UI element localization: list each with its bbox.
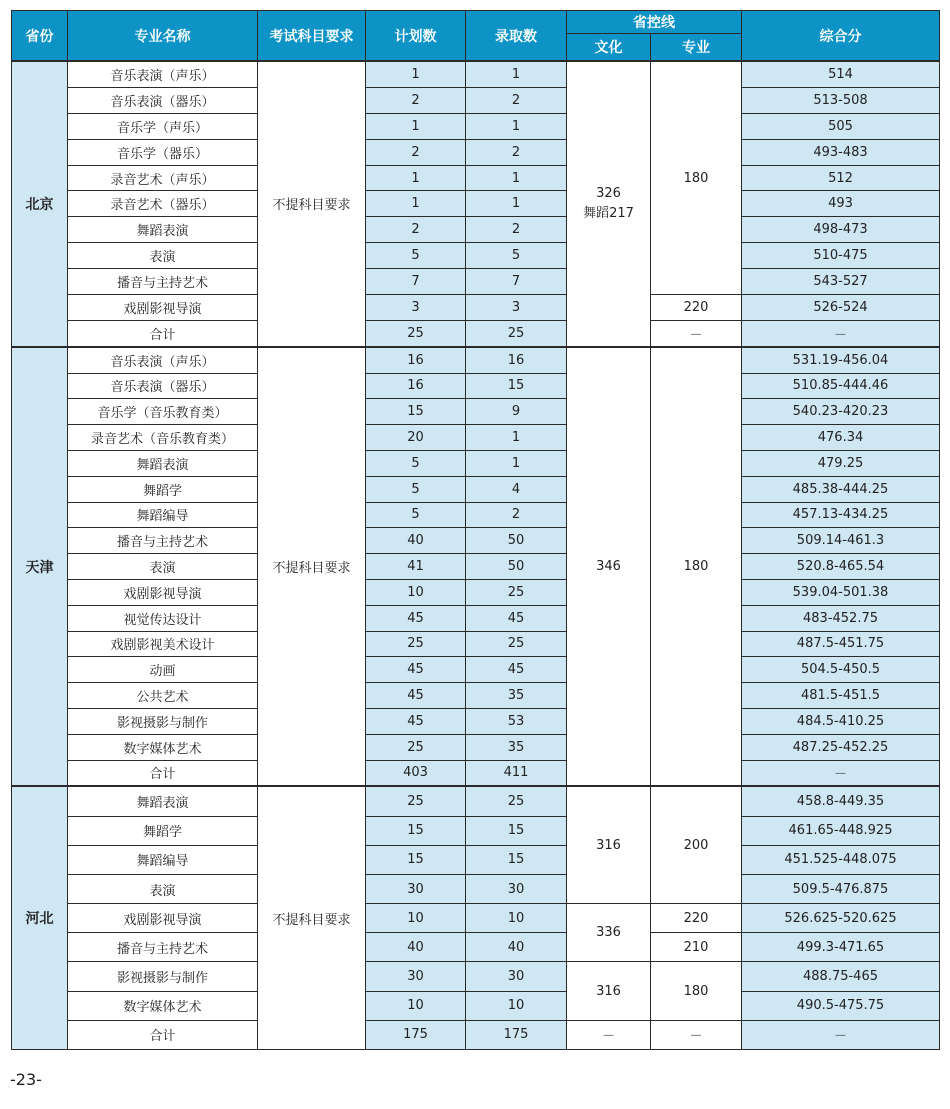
composite-score: 531.19-456.04 <box>742 347 940 373</box>
composite-score: 526-524 <box>742 295 940 321</box>
admit-count: 35 <box>466 734 567 760</box>
major-name: 合计 <box>68 760 258 786</box>
composite-score: 481.5-451.5 <box>742 683 940 709</box>
major-name: 舞蹈表演 <box>68 217 258 243</box>
admit-count: 2 <box>466 502 567 528</box>
admit-count: 9 <box>466 399 567 425</box>
table-row <box>12 191 940 217</box>
major-name: 视觉传达设计 <box>68 605 258 631</box>
major-name: 录音艺术（声乐） <box>68 165 258 191</box>
admit-count: 5 <box>466 243 567 269</box>
plan-count: 2 <box>366 217 466 243</box>
major-name: 音乐学（器乐） <box>68 139 258 165</box>
plan-count: 25 <box>366 631 466 657</box>
composite-score: 509.5-476.875 <box>742 874 940 903</box>
header-specialty: 专业 <box>651 34 742 62</box>
specialty-line-cell: － <box>651 320 742 346</box>
composite-score: 487.25-452.25 <box>742 734 940 760</box>
plan-count: 40 <box>366 528 466 554</box>
composite-score: 539.04-501.38 <box>742 579 940 605</box>
major-name: 音乐表演（声乐） <box>68 347 258 373</box>
plan-count: 3 <box>366 295 466 321</box>
table-row <box>12 269 940 295</box>
admit-count: 1 <box>466 191 567 217</box>
plan-count: 20 <box>366 425 466 451</box>
admit-count: 7 <box>466 269 567 295</box>
admit-count: 30 <box>466 962 567 991</box>
admit-count: 35 <box>466 683 567 709</box>
culture-line-cell: 316 <box>567 786 651 903</box>
page-number: -23- <box>10 1070 42 1089</box>
composite-score: 490.5-475.75 <box>742 991 940 1020</box>
major-name: 影视摄影与制作 <box>68 708 258 734</box>
admission-table <box>11 10 940 1050</box>
admit-count: 1 <box>466 113 567 139</box>
table-row <box>12 61 940 87</box>
table-row <box>12 579 940 605</box>
plan-count: 45 <box>366 605 466 631</box>
table-row <box>12 217 940 243</box>
plan-count: 10 <box>366 579 466 605</box>
plan-count: 5 <box>366 502 466 528</box>
specialty-line-cell: 180 <box>651 962 742 1020</box>
composite-score: 514 <box>742 61 940 87</box>
composite-score: 493-483 <box>742 139 940 165</box>
plan-count: 2 <box>366 87 466 113</box>
composite-score: 499.3-471.65 <box>742 933 940 962</box>
admit-count: 15 <box>466 373 567 399</box>
major-name: 戏剧影视导演 <box>68 579 258 605</box>
admit-count: 175 <box>466 1020 567 1049</box>
header-major: 专业名称 <box>68 11 258 62</box>
major-name: 舞蹈编导 <box>68 845 258 874</box>
specialty-line-cell: 210 <box>651 933 742 962</box>
major-name: 播音与主持艺术 <box>68 528 258 554</box>
table-row <box>12 631 940 657</box>
major-name: 舞蹈学 <box>68 816 258 845</box>
plan-count: 25 <box>366 320 466 346</box>
table-row <box>12 962 940 991</box>
major-name: 合计 <box>68 320 258 346</box>
plan-count: 15 <box>366 816 466 845</box>
specialty-line-cell: 220 <box>651 295 742 321</box>
admit-count: 45 <box>466 657 567 683</box>
composite-score: 540.23-420.23 <box>742 399 940 425</box>
composite-score: 451.525-448.075 <box>742 845 940 874</box>
admit-count: 1 <box>466 450 567 476</box>
table-row <box>12 528 940 554</box>
admit-count: 10 <box>466 904 567 933</box>
major-name: 动画 <box>68 657 258 683</box>
plan-count: 403 <box>366 760 466 786</box>
culture-line-value: 326 <box>596 185 621 201</box>
table-row <box>12 243 940 269</box>
admit-count: 2 <box>466 139 567 165</box>
major-name: 合计 <box>68 1020 258 1049</box>
table-row <box>12 734 940 760</box>
table-row <box>12 760 940 786</box>
major-name: 舞蹈表演 <box>68 786 258 816</box>
plan-count: 1 <box>366 165 466 191</box>
specialty-line-cell: － <box>651 1020 742 1049</box>
table-row <box>12 904 940 933</box>
composite-score: 461.65-448.925 <box>742 816 940 845</box>
plan-count: 30 <box>366 874 466 903</box>
admit-count: 25 <box>466 631 567 657</box>
province-cell: 北京 <box>12 61 68 347</box>
composite-score: 485.38-444.25 <box>742 476 940 502</box>
composite-score: － <box>742 1020 940 1049</box>
major-name: 音乐表演（声乐） <box>68 61 258 87</box>
composite-score: 458.8-449.35 <box>742 786 940 816</box>
major-name: 舞蹈编导 <box>68 502 258 528</box>
major-name: 戏剧影视美术设计 <box>68 631 258 657</box>
plan-count: 1 <box>366 113 466 139</box>
major-name: 数字媒体艺术 <box>68 734 258 760</box>
major-name: 舞蹈学 <box>68 476 258 502</box>
plan-count: 5 <box>366 476 466 502</box>
table-row <box>12 845 940 874</box>
table-row <box>12 373 940 399</box>
admit-count: 15 <box>466 845 567 874</box>
table-row <box>12 683 940 709</box>
plan-count: 15 <box>366 399 466 425</box>
table-row <box>12 933 940 962</box>
header-composite: 综合分 <box>742 11 940 62</box>
plan-count: 40 <box>366 933 466 962</box>
composite-score: 512 <box>742 165 940 191</box>
header-plan: 计划数 <box>366 11 466 62</box>
plan-count: 7 <box>366 269 466 295</box>
major-name: 播音与主持艺术 <box>68 933 258 962</box>
table-row <box>12 399 940 425</box>
composite-score: 509.14-461.3 <box>742 528 940 554</box>
composite-score: 457.13-434.25 <box>742 502 940 528</box>
table-row <box>12 139 940 165</box>
major-name: 音乐表演（器乐） <box>68 87 258 113</box>
table-row <box>12 605 940 631</box>
composite-score: 505 <box>742 113 940 139</box>
composite-score: 487.5-451.75 <box>742 631 940 657</box>
admit-count: 15 <box>466 816 567 845</box>
admit-count: 50 <box>466 528 567 554</box>
table-row <box>12 165 940 191</box>
plan-count: 16 <box>366 347 466 373</box>
plan-count: 1 <box>366 61 466 87</box>
table-row <box>12 991 940 1020</box>
table-row <box>12 874 940 903</box>
admit-count: 10 <box>466 991 567 1020</box>
table-row <box>12 347 940 373</box>
major-name: 音乐学（音乐教育类） <box>68 399 258 425</box>
province-cell: 天津 <box>12 347 68 787</box>
table-row <box>12 554 940 580</box>
major-name: 表演 <box>68 874 258 903</box>
major-name: 音乐表演（器乐） <box>68 373 258 399</box>
plan-count: 45 <box>366 683 466 709</box>
admit-count: 2 <box>466 217 567 243</box>
admit-count: 4 <box>466 476 567 502</box>
plan-count: 10 <box>366 904 466 933</box>
header-control-line: 省控线 <box>567 11 742 34</box>
plan-count: 45 <box>366 657 466 683</box>
specialty-line-cell: 180 <box>651 347 742 787</box>
major-name: 播音与主持艺术 <box>68 269 258 295</box>
admit-count: 45 <box>466 605 567 631</box>
admit-count: 30 <box>466 874 567 903</box>
major-name: 表演 <box>68 554 258 580</box>
admit-count: 411 <box>466 760 567 786</box>
table-row <box>12 657 940 683</box>
subject-req-cell: 不提科目要求 <box>258 61 366 347</box>
admit-count: 50 <box>466 554 567 580</box>
major-name: 公共艺术 <box>68 683 258 709</box>
admit-count: 3 <box>466 295 567 321</box>
table-row <box>12 320 940 346</box>
admit-count: 25 <box>466 786 567 816</box>
table-row <box>12 786 940 816</box>
specialty-line-cell: 180 <box>651 61 742 295</box>
composite-score: 483-452.75 <box>742 605 940 631</box>
composite-score: 526.625-520.625 <box>742 904 940 933</box>
province-cell: 河北 <box>12 786 68 1049</box>
admit-count: 1 <box>466 425 567 451</box>
culture-line-cell: 316 <box>567 962 651 1020</box>
table-body <box>12 61 940 1050</box>
culture-line-cell: － <box>567 1020 651 1049</box>
table-row <box>12 113 940 139</box>
composite-score: － <box>742 760 940 786</box>
composite-score: 510.85-444.46 <box>742 373 940 399</box>
composite-score: 479.25 <box>742 450 940 476</box>
plan-count: 30 <box>366 962 466 991</box>
subject-req-cell: 不提科目要求 <box>258 786 366 1049</box>
composite-score: 520.8-465.54 <box>742 554 940 580</box>
table-row <box>12 450 940 476</box>
composite-score: 484.5-410.25 <box>742 708 940 734</box>
major-name: 录音艺术（器乐） <box>68 191 258 217</box>
composite-score: 504.5-450.5 <box>742 657 940 683</box>
plan-count: 25 <box>366 786 466 816</box>
admit-count: 53 <box>466 708 567 734</box>
admit-count: 1 <box>466 165 567 191</box>
plan-count: 10 <box>366 991 466 1020</box>
plan-count: 15 <box>366 845 466 874</box>
admit-count: 1 <box>466 61 567 87</box>
major-name: 录音艺术（音乐教育类） <box>68 425 258 451</box>
composite-score: 543-527 <box>742 269 940 295</box>
culture-line-cell: 336 <box>567 904 651 962</box>
table-row <box>12 87 940 113</box>
composite-score: 488.75-465 <box>742 962 940 991</box>
admit-count: 25 <box>466 320 567 346</box>
specialty-line-cell: 200 <box>651 786 742 903</box>
major-name: 戏剧影视导演 <box>68 295 258 321</box>
major-name: 戏剧影视导演 <box>68 904 258 933</box>
admit-count: 25 <box>466 579 567 605</box>
header-admit: 录取数 <box>466 11 567 62</box>
header-culture: 文化 <box>567 34 651 62</box>
plan-count: 41 <box>366 554 466 580</box>
major-name: 数字媒体艺术 <box>68 991 258 1020</box>
plan-count: 1 <box>366 191 466 217</box>
plan-count: 175 <box>366 1020 466 1049</box>
major-name: 音乐学（声乐） <box>68 113 258 139</box>
admit-count: 40 <box>466 933 567 962</box>
composite-score: 513-508 <box>742 87 940 113</box>
major-name: 影视摄影与制作 <box>68 962 258 991</box>
subject-req-cell: 不提科目要求 <box>258 347 366 787</box>
table-row <box>12 502 940 528</box>
plan-count: 45 <box>366 708 466 734</box>
table-row <box>12 425 940 451</box>
culture-line-dance: 舞蹈217 <box>583 205 634 221</box>
table-row <box>12 476 940 502</box>
composite-score: － <box>742 320 940 346</box>
plan-count: 5 <box>366 243 466 269</box>
composite-score: 510-475 <box>742 243 940 269</box>
admit-count: 2 <box>466 87 567 113</box>
table-row <box>12 816 940 845</box>
plan-count: 5 <box>366 450 466 476</box>
culture-line-cell <box>567 61 651 347</box>
composite-score: 493 <box>742 191 940 217</box>
header-province: 省份 <box>12 11 68 62</box>
admit-count: 16 <box>466 347 567 373</box>
table-row <box>12 295 940 321</box>
plan-count: 25 <box>366 734 466 760</box>
major-name: 表演 <box>68 243 258 269</box>
specialty-line-cell: 220 <box>651 904 742 933</box>
composite-score: 476.34 <box>742 425 940 451</box>
table-row <box>12 708 940 734</box>
table-row <box>12 1020 940 1049</box>
composite-score: 498-473 <box>742 217 940 243</box>
major-name: 舞蹈表演 <box>68 450 258 476</box>
plan-count: 2 <box>366 139 466 165</box>
header-subject-req: 考试科目要求 <box>258 11 366 62</box>
culture-line-cell: 346 <box>567 347 651 787</box>
plan-count: 16 <box>366 373 466 399</box>
